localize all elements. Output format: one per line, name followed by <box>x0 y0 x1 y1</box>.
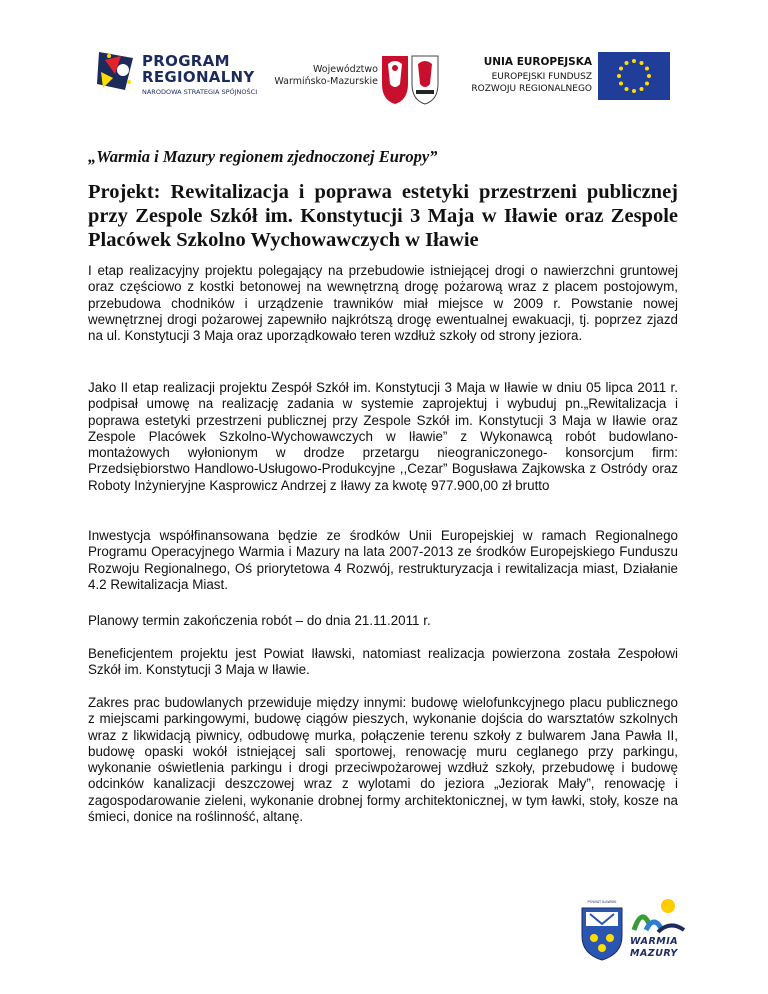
wojewodztwo-line1: Województwo <box>312 64 378 75</box>
powiat-crest-icon <box>578 900 626 962</box>
warmia-mazury-logo <box>628 896 688 962</box>
paragraph-beneficiary: Beneficjentem projektu jest Powiat Iławski, natomiast realizacja powierzona została Zespołowi Szkół im. Konstytucji 3 Maja w Iławie. <box>88 646 678 678</box>
warmia-line1: WARMIA <box>630 936 679 947</box>
program-regionalny-subtitle: NARODOWA STRATEGIA SPÓJNOŚCI <box>142 88 258 96</box>
program-regionalny-line2: REGIONALNY <box>142 68 255 86</box>
eu-line1: UNIA EUROPEJSKA <box>483 56 592 68</box>
paragraph-deadline: Planowy termin zakończenia robót – do dnia 21.11.2011 r. <box>88 613 431 628</box>
paragraph-scope: Zakres prac budowlanych przewiduje między innymi: budowę wielofunkcyjnego placu publicznego z miejscami parkingowymi, budowę ciągów pieszych, wykonanie dojścia do warsztatów szkolnych wraz z likwidacją piwnicy, odbudowę murka, połączenie terenu szkoły z bulwarem Jana Pawła II, budowę opaski wokół istniejącej sali sportowej, renowację muru ceglanego przy parkingu, wykonanie oświetlenia parkingu i drogi przeciwpożarowej wzdłuż szkoły, przebudowę i budowę odcinków kanalizacji deszczowej wraz z wylotami do jeziora „Jeziorak Mały”, renowację i zagospodarowanie zieleni, wykonanie drobnej formy architektonicznej, w tym ławki, stoły, kosze na śmieci, donice na roślinność, altanę. <box>88 695 678 825</box>
wojewodztwo-line2: Warmińsko-Mazurskie <box>274 76 378 87</box>
program-regionalny-line1: PROGRAM <box>142 52 230 70</box>
logo-header <box>0 0 768 120</box>
eu-logo <box>455 52 670 102</box>
powiat-ilawski-logo <box>578 900 626 962</box>
voivodeship-crest-icon <box>380 54 440 106</box>
wojewodztwo-logo <box>268 52 443 107</box>
powiat-label: POWIAT IŁAWSKI <box>587 900 617 904</box>
eu-flag-icon <box>598 52 670 100</box>
warmia-line2: MAZURY <box>630 948 678 959</box>
motto: „Warmia i Mazury regionem zjednoczonej Europy” <box>88 147 438 166</box>
paragraph-stage-two: Jako II etap realizacji projektu Zespół Szkół im. Konstytucji 3 Maja w Iławie w dniu 05 lipca 2011 r. podpisał umowę na realizację zadania w systemie zaprojektuj i wybuduj pn.„Rewitalizacja i poprawa estetyki przestrzeni publicznej przy Zespole Szkół im. Konstytucji 3 Maja w Iławie oraz Zespole Placówek Szkolno-Wychowawczych w Iławie” z Wykonawcą robót budowlano-montażowych wyłonionym w drodze przetargu nieograniczonego- konsorcjum firm: Przedsiębiorstwo Handlowo-Usługowo-Produkcyjne ,,Cezar” Bogusława Zajkowska z Ostródy oraz Roboty Inżynieryjne Kasprowicz Andrzej z Iławy za kwotę 977.900,00 zł brutto <box>88 380 678 493</box>
eu-line3: ROZWOJU REGIONALNEGO <box>471 84 592 94</box>
paragraph-funding: Inwestycja współfinansowana będzie ze środków Unii Europejskiej w ramach Regionalnego Programu Operacyjnego Warmia i Mazury na lata 2007-2013 ze środków Europejskiego Funduszu Rozwoju Regionalnego, Oś priorytetowa 4 Rozwój, restrukturyzacja i rewitalizacja miast, Działanie 4.2 Rewitalizacja Miast. <box>88 528 678 592</box>
eu-line2: EUROPEJSKI FUNDUSZ <box>491 72 592 82</box>
project-title: Projekt: Rewitalizacja i poprawa estetyki przestrzeni publicznej przy Zespole Szkół im. Konstytucji 3 Maja w Iławie oraz Zespole Placówek Szkolno Wychowawczych w Iławie <box>88 181 678 251</box>
program-regionalny-logo <box>95 48 265 103</box>
program-regionalny-icon <box>95 48 137 94</box>
paragraph-stage-one: I etap realizacyjny projektu polegający na przebudowie istniejącej drogi o nawierzchni gruntowej oraz częściowo z kostki betonowej na wewnętrzną drogę pożarową wraz z placem postojowym, przebudowa chodników i urządzenie trawników miał miejsce w 2009 r. Powstanie nowej wewnętrznej drogi pożarowej zapewniło najkrótszą drogę ewentualnej ewakuacji, tj. poprzez zjazd na ul. Konstytucji 3 Maja oraz uporządkowało teren wzdłuż szkoły od strony jeziora. <box>88 263 678 344</box>
warmia-mazury-icon <box>628 896 688 936</box>
